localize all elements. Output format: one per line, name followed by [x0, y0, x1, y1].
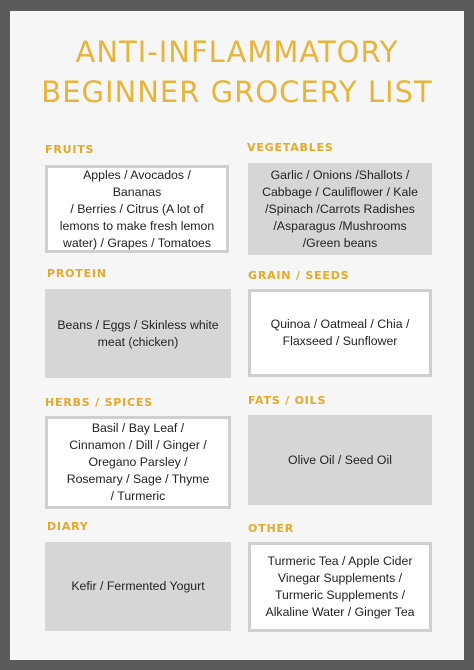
fats-oils-heading: FATS / OILS	[248, 394, 327, 407]
herbs-spices-heading: HERBS / SPICES	[45, 396, 153, 409]
page-title-line-1: ANTI-INFLAMMATORY	[75, 35, 399, 69]
other-box: Turmeric Tea / Apple Cider Vinegar Supplements / Turmeric Supplements / Alkaline Water / Ginger Tea	[248, 542, 432, 632]
diary-box: Kefir / Fermented Yogurt	[45, 542, 231, 631]
grain-seeds-heading: GRAIN / SEEDS	[248, 269, 350, 282]
other-heading: OTHER	[248, 522, 295, 535]
diary-heading: DIARY	[47, 520, 89, 533]
vegetables-heading: VEGETABLES	[247, 141, 334, 154]
grain-seeds-box: Quinoa / Oatmeal / Chia / Flaxseed / Sunflower	[248, 289, 432, 377]
fats-oils-box: Olive Oil / Seed Oil	[248, 415, 432, 505]
fruits-heading: FRUITS	[45, 143, 95, 156]
fruits-box: Apples / Avocados / Bananas / Berries / Citrus (A lot of lemons to make fresh lemon water) / Grapes / Tomatoes	[45, 165, 229, 253]
protein-box: Beans / Eggs / Skinless white meat (chicken)	[45, 289, 231, 378]
herbs-spices-box: Basil / Bay Leaf / Cinnamon / Dill / Ginger / Oregano Parsley / Rosemary / Sage / Thyme / Turmeric	[45, 416, 231, 509]
protein-heading: PROTEIN	[47, 267, 107, 280]
page-title-line-2: BEGINNER GROCERY LIST	[41, 75, 433, 109]
vegetables-box: Garlic / Onions /Shallots / Cabbage / Cauliflower / Kale /Spinach /Carrots Radishes /Asparagus /Mushrooms /Green beans	[248, 163, 432, 255]
